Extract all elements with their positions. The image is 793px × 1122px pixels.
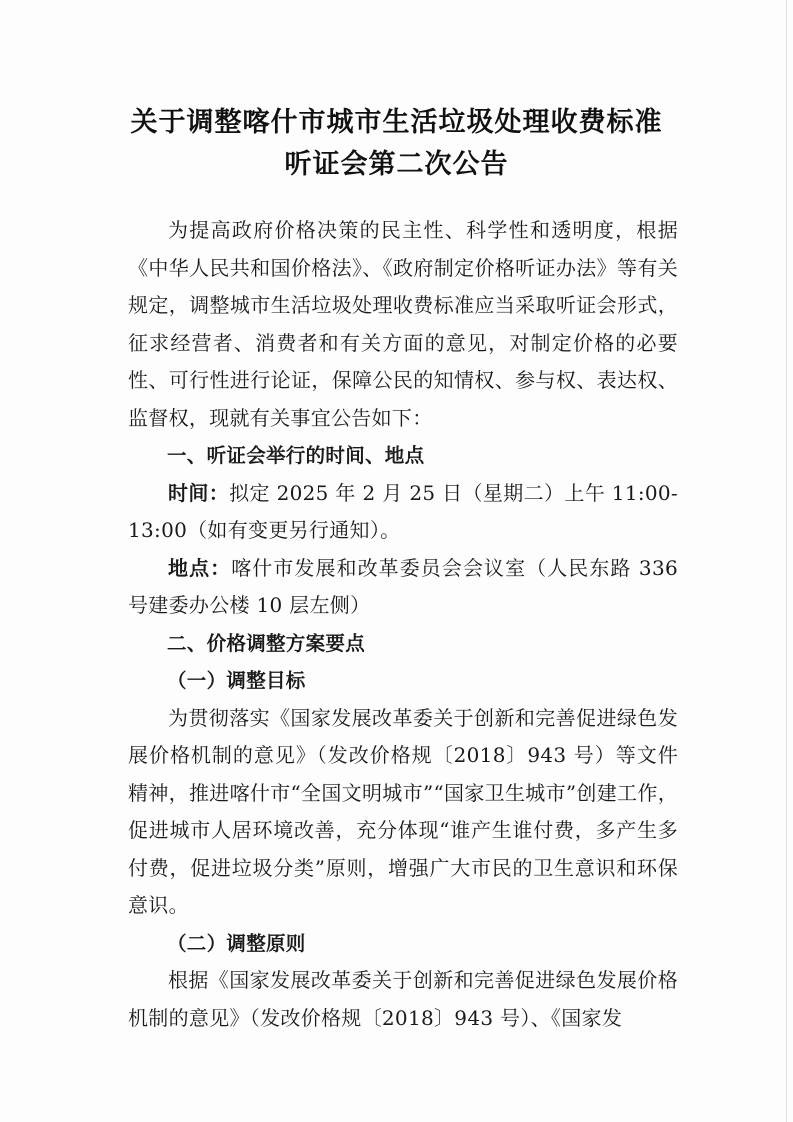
place-label: 地点： bbox=[168, 555, 232, 580]
time-paragraph bbox=[128, 475, 678, 550]
place-text: 喀什市发展和改革委员会会议室（人民东路 336 号建委办公楼 10 层左侧） bbox=[128, 555, 678, 617]
subsection1-heading: （一）调整目标 bbox=[167, 669, 306, 692]
subsection2-paragraph: 根据《国家发展改革委关于创新和完善促进绿色发展价格机制的意见》（发改价格规〔2018〕943 号）、《国家发 bbox=[128, 968, 678, 1030]
document-title-line1: 关于调整喀什市城市生活垃圾处理收费标准 bbox=[130, 107, 663, 138]
section2-heading: 二、价格调整方案要点 bbox=[167, 631, 366, 655]
subsection2-heading: （二）调整原则 bbox=[167, 931, 306, 955]
document-title-line2: 听证会第二次公告 bbox=[284, 149, 509, 180]
intro-paragraph: 为提高政府价格决策的民主性、科学性和透明度，根据《中华人民共和国价格法》、《政府制定价格听证办法》等有关规定，调整城市生活垃圾处理收费标准应当采取听证会形式，征求经营者、消费者和有关方面的意见，对制定价格的必要性、可行性进行论证，保障公民的知情权、参与权、表达权、监督权，现就有关事宜公告如下： bbox=[128, 218, 678, 430]
document-body bbox=[128, 212, 678, 1037]
subsection1-paragraph: 为贯彻落实《国家发展改革委关于创新和完善促进绿色发展价格机制的意见》（发改价格规〔2018〕943 号）等文件精神，推进喀什市“全国文明城市”“国家卫生城市”创建工作，促进城市人居环境改善，充分体现“谁产生谁付费，多产生多付费，促进垃圾分类”原则，增强广大市民的卫生意识和环保意识。 bbox=[128, 705, 678, 917]
place-paragraph bbox=[128, 550, 678, 625]
time-text: 拟定 2025 年 2 月 25 日（星期二）上午 11:00-13:00（如有变更另行通知）。 bbox=[128, 480, 678, 542]
time-label: 时间： bbox=[168, 480, 230, 505]
section1-heading: 一、听证会举行的时间、地点 bbox=[167, 444, 425, 467]
scan-edge-line bbox=[786, 0, 787, 1122]
